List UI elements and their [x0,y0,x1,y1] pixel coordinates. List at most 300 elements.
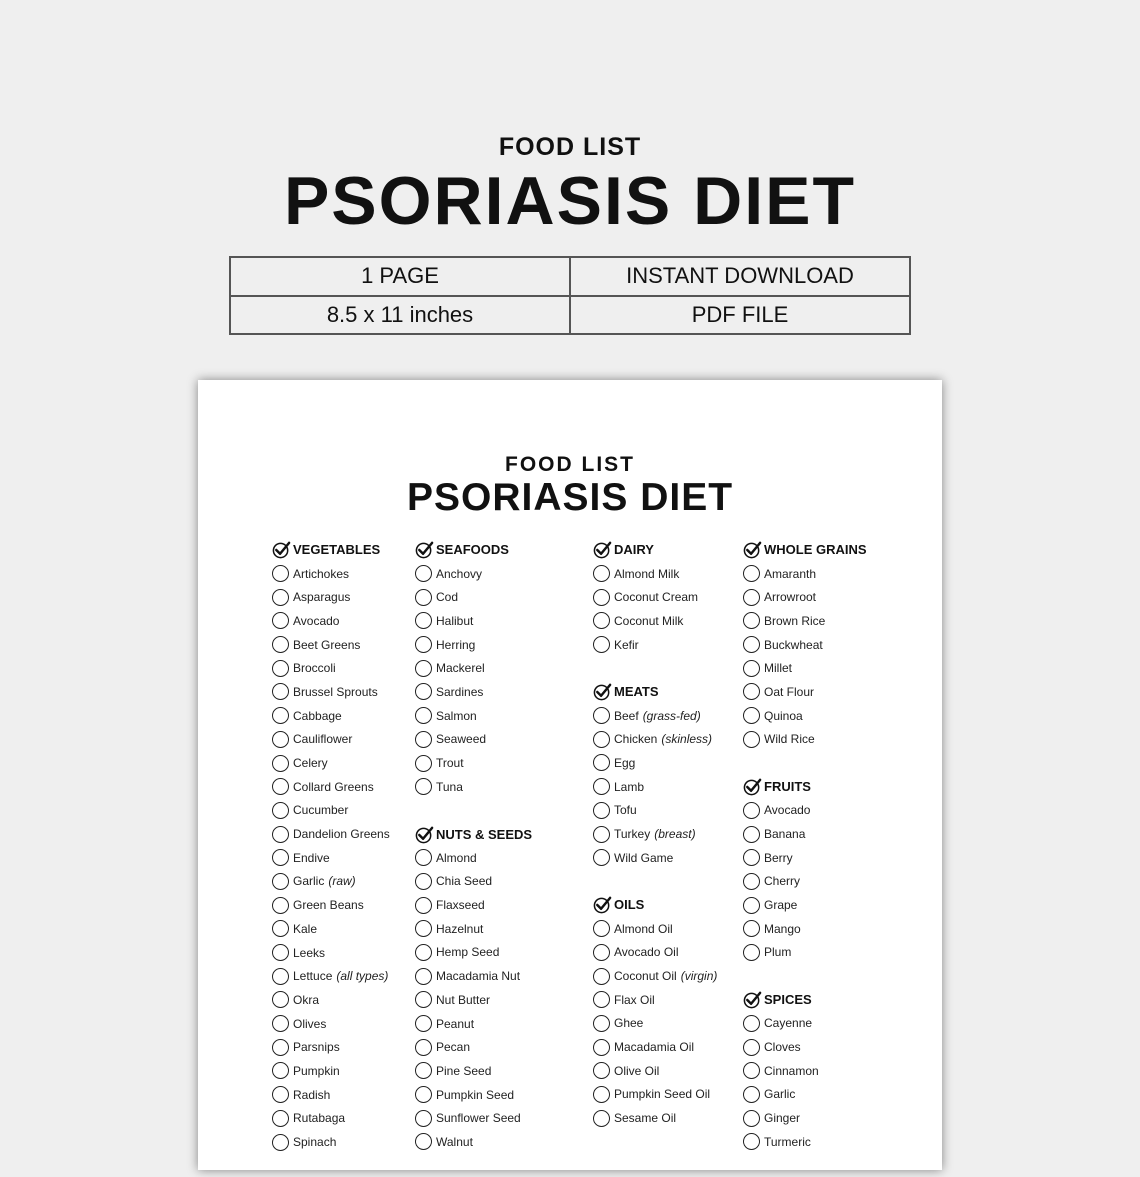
food-item[interactable] [593,1035,717,1059]
empty-circle-checkbox[interactable] [593,778,610,795]
section-title: OILS [614,897,645,913]
empty-circle-checkbox[interactable] [272,991,289,1008]
section-title: NUTS & SEEDS [436,826,533,842]
checked-circle-icon [593,540,612,559]
food-item-label: Cloves [764,1040,801,1055]
food-item[interactable] [593,727,717,751]
food-item-label: Green Beans [293,898,364,913]
section-title: DAIRY [614,542,654,558]
empty-circle-checkbox[interactable] [272,660,289,677]
food-item-label: Parsnips [293,1040,340,1055]
empty-circle-checkbox[interactable] [272,1015,289,1032]
food-item-label: Cinnamon [764,1063,819,1078]
food-item[interactable] [415,1035,532,1059]
empty-circle-checkbox[interactable] [743,802,760,819]
empty-circle-checkbox[interactable] [743,826,760,843]
food-item-label: Beet Greens [293,637,361,652]
empty-circle-checkbox[interactable] [743,565,760,582]
empty-circle-checkbox[interactable] [415,755,432,772]
food-item[interactable] [593,941,717,965]
food-item[interactable] [743,798,867,822]
food-item-label: Halibut [436,613,474,628]
empty-circle-checkbox[interactable] [272,1134,289,1151]
food-item-label: Tofu [614,803,637,818]
empty-circle-checkbox[interactable] [415,1039,432,1056]
food-item[interactable] [743,1130,867,1154]
food-item[interactable] [415,609,532,633]
food-item-label: Coconut Cream [614,590,699,605]
food-item[interactable] [593,846,717,870]
empty-circle-checkbox[interactable] [272,731,289,748]
checked-circle-icon [743,540,762,559]
food-item-label: Hazelnut [436,921,484,936]
food-item[interactable] [415,1130,532,1154]
empty-circle-checkbox[interactable] [415,612,432,629]
food-item[interactable] [415,917,532,941]
food-item[interactable] [593,751,717,775]
empty-circle-checkbox[interactable] [743,944,760,961]
food-item[interactable] [593,1106,717,1130]
empty-circle-checkbox[interactable] [415,944,432,961]
food-item-label: Chicken [614,732,658,747]
food-item[interactable] [415,680,532,704]
food-item[interactable] [272,799,390,823]
food-item[interactable] [593,798,717,822]
empty-circle-checkbox[interactable] [272,873,289,890]
empty-circle-checkbox[interactable] [272,1062,289,1079]
food-item[interactable] [272,609,390,633]
section-heading [593,538,717,562]
food-item-note: (virgin) [680,969,718,984]
section-title: VEGETABLES [293,542,381,558]
food-item-label: Mango [764,921,801,936]
food-item-label: Walnut [436,1134,473,1149]
food-item-label: Cherry [764,874,801,889]
empty-circle-checkbox[interactable] [415,1133,432,1150]
empty-circle-checkbox[interactable] [743,873,760,890]
empty-circle-checkbox[interactable] [415,636,432,653]
food-item[interactable] [415,988,532,1012]
empty-circle-checkbox[interactable] [272,944,289,961]
empty-circle-checkbox[interactable] [415,683,432,700]
food-item[interactable] [415,893,532,917]
section-heading [415,822,532,846]
food-item-note: (raw) [328,874,356,889]
food-item-label: Ghee [614,1016,644,1031]
empty-circle-checkbox[interactable] [593,826,610,843]
food-item-label: Cauliflower [293,732,353,747]
food-item[interactable] [743,917,867,941]
hero-kicker: FOOD LIST [498,133,642,161]
empty-circle-checkbox[interactable] [272,968,289,985]
empty-circle-checkbox[interactable] [415,873,432,890]
empty-circle-checkbox[interactable] [593,1039,610,1056]
food-section [415,538,532,799]
empty-circle-checkbox[interactable] [415,1086,432,1103]
food-item-label: Egg [614,755,636,770]
food-item[interactable] [415,562,532,586]
food-item[interactable] [415,964,532,988]
food-item-label: Avocado [293,613,340,628]
food-item-label: Collard Greens [293,779,374,794]
food-item-label: Anchovy [436,566,483,581]
empty-circle-checkbox[interactable] [415,1015,432,1032]
empty-circle-checkbox[interactable] [272,707,289,724]
food-item-label: Cucumber [293,803,349,818]
food-item[interactable] [743,893,867,917]
food-item-label: Nut Butter [436,992,491,1007]
food-item[interactable] [743,941,867,965]
food-item-label: Rutabaga [293,1111,346,1126]
empty-circle-checkbox[interactable] [272,683,289,700]
empty-circle-checkbox[interactable] [593,636,610,653]
info-size: 8.5 x 11 inches [230,296,570,335]
food-item[interactable] [743,870,867,894]
empty-circle-checkbox[interactable] [593,1110,610,1127]
food-item-label: Lettuce [293,969,333,984]
food-item[interactable] [743,585,867,609]
food-item[interactable] [272,751,390,775]
food-item[interactable] [272,562,390,586]
food-item[interactable] [272,1035,390,1059]
section-title: SPICES [764,992,812,1008]
empty-circle-checkbox[interactable] [272,920,289,937]
empty-circle-checkbox[interactable] [593,731,610,748]
food-item-label: Cod [436,590,459,605]
section-title: MEATS [614,684,659,700]
empty-circle-checkbox[interactable] [272,1110,289,1127]
food-item-label: Turmeric [764,1134,811,1149]
food-item-label: Garlic [764,1087,796,1102]
empty-circle-checkbox[interactable] [593,589,610,606]
food-item[interactable] [743,562,867,586]
empty-circle-checkbox[interactable] [743,1062,760,1079]
empty-circle-checkbox[interactable] [415,707,432,724]
food-item-label: Almond Oil [614,921,673,936]
checked-circle-icon [415,540,434,559]
food-item-label: Ginger [764,1111,801,1126]
food-item[interactable] [743,1059,867,1083]
food-item-label: Beef [614,708,639,723]
empty-circle-checkbox[interactable] [743,1015,760,1032]
empty-circle-checkbox[interactable] [272,1086,289,1103]
food-item-label: Cayenne [764,1016,813,1031]
hero-title: PSORIASIS DIET [283,163,857,239]
empty-circle-checkbox[interactable] [743,849,760,866]
food-item[interactable] [593,964,717,988]
food-item[interactable] [593,1012,717,1036]
empty-circle-checkbox[interactable] [743,920,760,937]
food-item-label: Mackerel [436,661,485,676]
empty-circle-checkbox[interactable] [593,1015,610,1032]
food-section [743,988,867,1154]
food-item[interactable] [593,609,717,633]
food-item[interactable] [415,704,532,728]
empty-circle-checkbox[interactable] [415,1062,432,1079]
food-item[interactable] [415,585,532,609]
food-item[interactable] [593,988,717,1012]
food-item[interactable] [593,633,717,657]
section-heading [743,775,867,799]
checked-circle-icon [272,540,291,559]
food-item-label: Wild Rice [764,732,815,747]
food-item[interactable] [743,633,867,657]
food-item-label: Brussel Sprouts [293,684,378,699]
food-item-label: Cabbage [293,708,342,723]
food-item[interactable] [743,656,867,680]
food-item[interactable] [272,846,390,870]
food-item[interactable] [415,1106,532,1130]
food-item-note: (grass-fed) [642,708,701,723]
empty-circle-checkbox[interactable] [272,849,289,866]
empty-circle-checkbox[interactable] [743,1039,760,1056]
empty-circle-checkbox[interactable] [272,897,289,914]
food-item-note: (all types) [336,969,389,984]
column-4 [743,538,867,1177]
food-item-label: Almond [436,850,477,865]
food-item[interactable] [743,609,867,633]
food-item-label: Celery [293,756,328,771]
empty-circle-checkbox[interactable] [415,1110,432,1127]
food-item[interactable] [743,1035,867,1059]
food-item-label: Olive Oil [614,1063,660,1078]
column-3 [593,538,717,1154]
food-section [593,893,717,1130]
food-item-label: Grape [764,898,798,913]
food-item[interactable] [272,1083,390,1107]
checked-circle-icon [743,777,762,796]
food-item-label: Avocado Oil [614,945,679,960]
food-item[interactable] [272,656,390,680]
food-item[interactable] [272,775,390,799]
section-heading [593,680,717,704]
food-item[interactable] [415,775,532,799]
empty-circle-checkbox[interactable] [593,754,610,771]
section-title: WHOLE GRAINS [764,542,867,558]
section-title: SEAFOODS [436,542,509,558]
empty-circle-checkbox[interactable] [743,660,760,677]
food-item-label: Pine Seed [436,1063,492,1078]
empty-circle-checkbox[interactable] [272,755,289,772]
food-item-label: Broccoli [293,661,336,676]
food-item[interactable] [272,870,390,894]
empty-circle-checkbox[interactable] [593,849,610,866]
food-section [593,680,717,870]
empty-circle-checkbox[interactable] [593,1086,610,1103]
empty-circle-checkbox[interactable] [272,636,289,653]
food-item[interactable] [743,704,867,728]
food-item-label: Peanut [436,1016,475,1031]
food-item-label: Oat Flour [764,684,815,699]
food-item-note: (skinless) [661,732,713,747]
food-item-label: Artichokes [293,566,350,581]
food-item[interactable] [272,633,390,657]
empty-circle-checkbox[interactable] [593,991,610,1008]
empty-circle-checkbox[interactable] [415,991,432,1008]
food-item[interactable] [272,1059,390,1083]
empty-circle-checkbox[interactable] [415,968,432,985]
food-item[interactable] [743,1106,867,1130]
food-section [415,822,532,1154]
food-item[interactable] [743,846,867,870]
food-item[interactable] [272,822,390,846]
empty-circle-checkbox[interactable] [743,897,760,914]
food-item[interactable] [415,870,532,894]
empty-circle-checkbox[interactable] [593,968,610,985]
food-item-label: Macadamia Oil [614,1040,695,1055]
food-item-label: Flax Oil [614,992,655,1007]
empty-circle-checkbox[interactable] [593,612,610,629]
section-heading [743,988,867,1012]
food-item[interactable] [272,893,390,917]
section-heading [593,893,717,917]
empty-circle-checkbox[interactable] [415,897,432,914]
food-item[interactable] [415,656,532,680]
empty-circle-checkbox[interactable] [415,731,432,748]
food-item[interactable] [272,1130,390,1154]
food-item[interactable] [743,680,867,704]
empty-circle-checkbox[interactable] [415,589,432,606]
food-item-label: Millet [764,661,793,676]
empty-circle-checkbox[interactable] [743,683,760,700]
info-pages: 1 PAGE [230,257,570,296]
food-item-label: Radish [293,1087,331,1102]
food-item-label: Dandelion Greens [293,827,390,842]
food-item[interactable] [593,585,717,609]
empty-circle-checkbox[interactable] [743,589,760,606]
food-item-label: Coconut Oil [614,969,677,984]
food-item-label: Sesame Oil [614,1111,677,1126]
food-item-label: Kale [293,921,318,936]
food-item-label: Lamb [614,779,645,794]
empty-circle-checkbox[interactable] [272,1039,289,1056]
food-item[interactable] [593,1059,717,1083]
section-title: FRUITS [764,779,811,795]
food-item[interactable] [593,562,717,586]
empty-circle-checkbox[interactable] [272,565,289,582]
food-item[interactable] [743,1012,867,1036]
empty-circle-checkbox[interactable] [272,589,289,606]
food-item-label: Olives [293,1016,327,1031]
empty-circle-checkbox[interactable] [272,778,289,795]
food-item[interactable] [272,964,390,988]
empty-circle-checkbox[interactable] [593,707,610,724]
info-table [229,256,911,335]
food-item[interactable] [743,1083,867,1107]
food-item[interactable] [593,1083,717,1107]
food-item[interactable] [272,1107,390,1131]
column-1 [272,538,390,1177]
empty-circle-checkbox[interactable] [272,612,289,629]
food-item-label: Hemp Seed [436,945,500,960]
info-download: INSTANT DOWNLOAD [570,257,910,296]
empty-circle-checkbox[interactable] [272,826,289,843]
food-item-label: Chia Seed [436,874,493,889]
food-item[interactable] [272,704,390,728]
food-item-label: Okra [293,992,320,1007]
empty-circle-checkbox[interactable] [415,778,432,795]
food-item-label: Salmon [436,708,477,723]
food-item[interactable] [272,941,390,965]
checked-circle-icon [743,990,762,1009]
food-item[interactable] [272,728,390,752]
food-item-label: Plum [764,945,792,960]
empty-circle-checkbox[interactable] [415,565,432,582]
sheet-kicker: FOOD LIST [505,453,635,476]
food-item[interactable] [415,751,532,775]
food-item[interactable] [593,917,717,941]
food-item[interactable] [593,775,717,799]
empty-circle-checkbox[interactable] [743,1086,760,1103]
food-item-label: Wild Game [614,850,674,865]
empty-circle-checkbox[interactable] [415,660,432,677]
empty-circle-checkbox[interactable] [272,802,289,819]
food-item[interactable] [415,633,532,657]
empty-circle-checkbox[interactable] [593,802,610,819]
food-section [743,775,867,965]
food-item[interactable] [272,585,390,609]
empty-circle-checkbox[interactable] [743,707,760,724]
food-item-label: Kefir [614,637,639,652]
food-item[interactable] [415,728,532,752]
food-item[interactable] [272,680,390,704]
food-item-label: Coconut Milk [614,613,684,628]
food-item-label: Buckwheat [764,637,823,652]
food-item[interactable] [415,1083,532,1107]
empty-circle-checkbox[interactable] [593,565,610,582]
food-item[interactable] [415,846,532,870]
food-item-label: Leeks [293,945,326,960]
empty-circle-checkbox[interactable] [743,731,760,748]
food-item[interactable] [593,822,717,846]
empty-circle-checkbox[interactable] [593,1062,610,1079]
food-item[interactable] [743,822,867,846]
food-item[interactable] [743,728,867,752]
food-item[interactable] [272,1012,390,1036]
food-item-label: Garlic [293,874,325,889]
food-item[interactable] [415,941,532,965]
food-item-label: Berry [764,850,793,865]
food-item-label: Tuna [436,779,463,794]
food-item[interactable] [415,1012,532,1036]
food-item[interactable] [272,988,390,1012]
empty-circle-checkbox[interactable] [743,1133,760,1150]
empty-circle-checkbox[interactable] [415,920,432,937]
empty-circle-checkbox[interactable] [593,944,610,961]
food-item[interactable] [415,1059,532,1083]
empty-circle-checkbox[interactable] [415,849,432,866]
food-item-label: Seaweed [436,732,487,747]
food-item[interactable] [272,917,390,941]
food-item[interactable] [593,704,717,728]
food-section [272,538,390,1154]
checked-circle-icon [593,895,612,914]
empty-circle-checkbox[interactable] [743,612,760,629]
empty-circle-checkbox[interactable] [593,920,610,937]
sheet-title: PSORIASIS DIET [406,476,734,519]
empty-circle-checkbox[interactable] [743,636,760,653]
checked-circle-icon [593,682,612,701]
food-item-label: Pumpkin [293,1063,340,1078]
food-section [593,538,717,656]
food-item-label: Brown Rice [764,613,826,628]
empty-circle-checkbox[interactable] [743,1110,760,1127]
column-2 [415,538,532,1177]
info-format: PDF FILE [570,296,910,335]
food-item-label: Endive [293,850,330,865]
food-item-label: Amaranth [764,566,817,581]
food-item-label: Almond Milk [614,566,680,581]
